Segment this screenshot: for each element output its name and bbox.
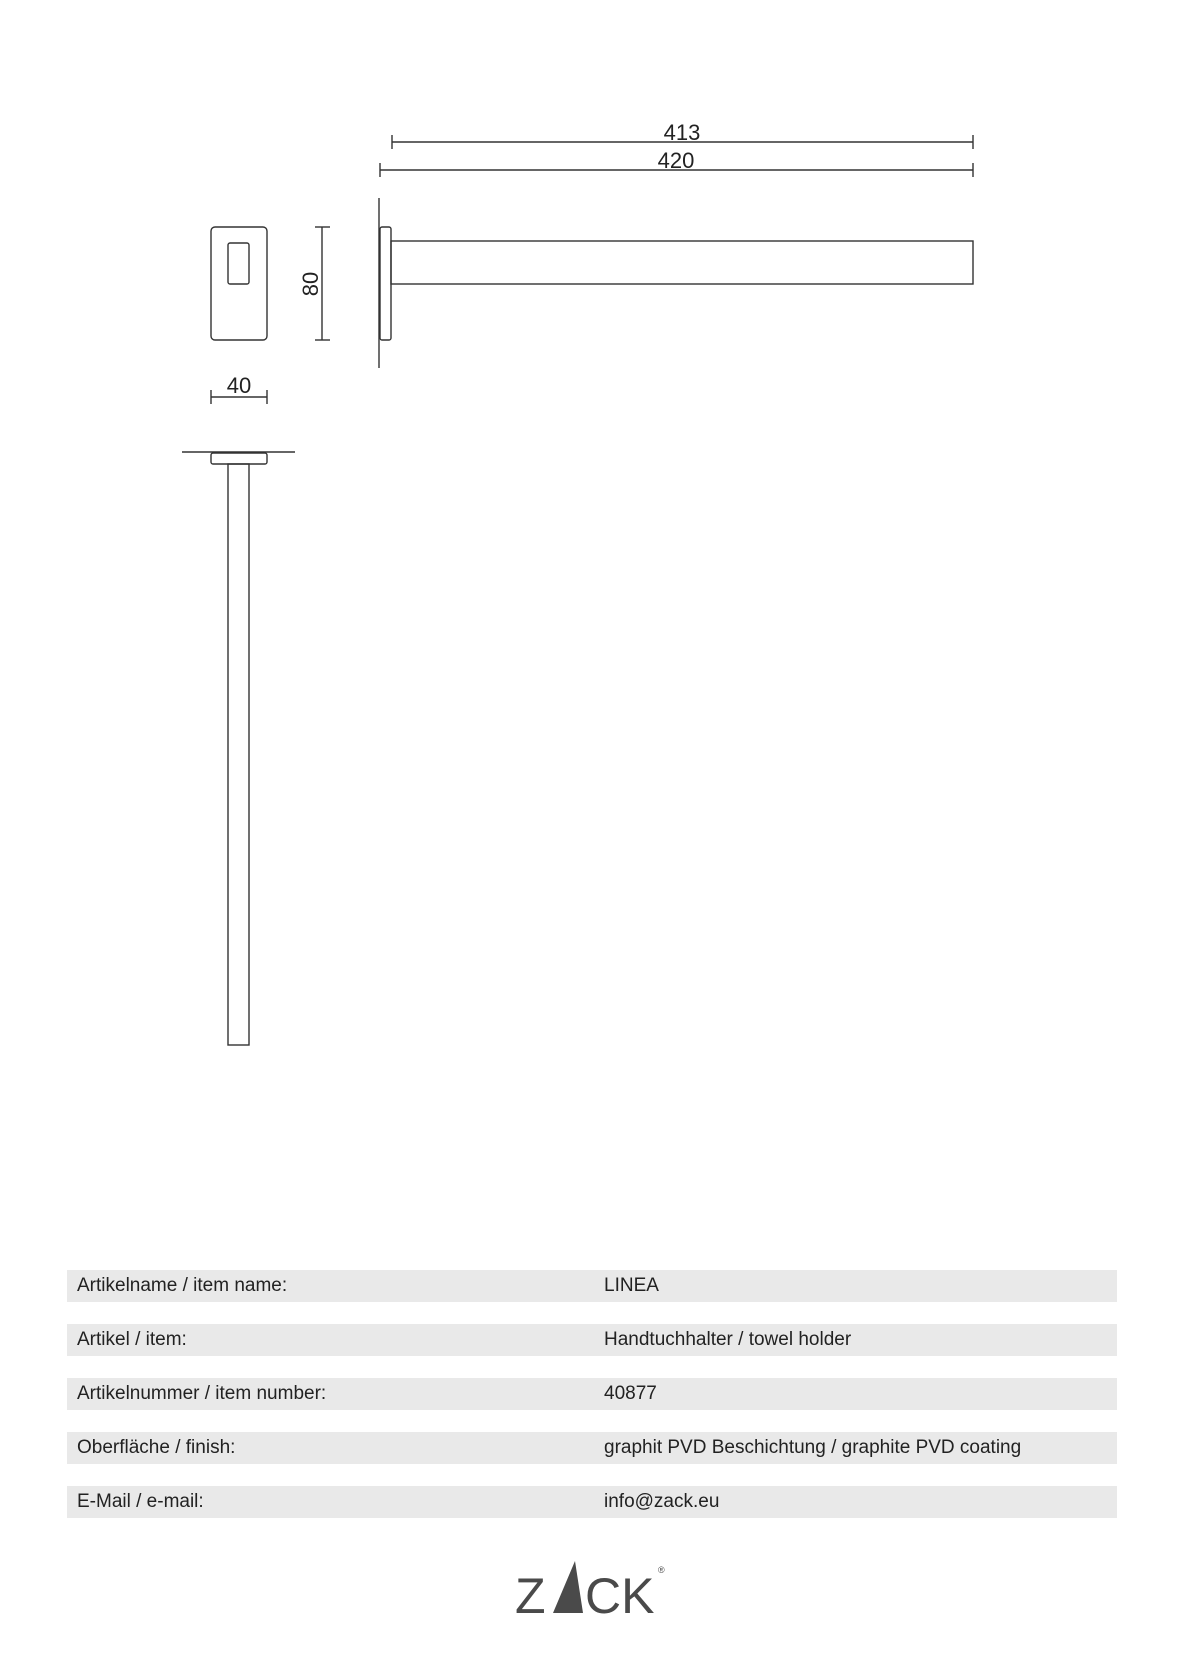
side-view-holder [379, 198, 973, 368]
dimension-80-label: 80 [298, 271, 323, 297]
spec-value: 40877 [604, 1383, 657, 1404]
dimension-420-label: 420 [657, 148, 695, 173]
top-view-holder [182, 452, 295, 1045]
spec-value: info@zack.eu [604, 1491, 720, 1512]
logo-letters-ck: CK [585, 1568, 655, 1624]
spec-row-item [67, 1324, 1117, 1356]
logo-registered-mark: ® [658, 1565, 665, 1575]
spec-label: Oberfläche / finish: [77, 1437, 236, 1458]
spec-row-email [67, 1486, 1117, 1518]
spec-label: E-Mail / e-mail: [77, 1491, 204, 1512]
dimension-40-label: 40 [226, 373, 252, 398]
spec-label: Artikel / item: [77, 1329, 187, 1350]
spec-label: Artikelnummer / item number: [77, 1383, 327, 1404]
dimension-413-label: 413 [663, 120, 701, 145]
spec-row-item-number [67, 1378, 1117, 1410]
front-view-plate [211, 227, 267, 340]
spec-value: Handtuchhalter / towel holder [604, 1329, 852, 1350]
spec-row-item-name [67, 1270, 1117, 1302]
logo-letter-z: Z [515, 1568, 546, 1624]
spec-value: LINEA [604, 1275, 659, 1296]
spec-value: graphit PVD Beschichtung / graphite PVD coating [604, 1437, 1022, 1458]
spec-row-finish [67, 1432, 1117, 1464]
logo-triangle-icon [553, 1561, 583, 1613]
spec-label: Artikelname / item name: [77, 1275, 288, 1296]
spec-table [67, 1270, 1117, 1540]
zack-logo [515, 1555, 675, 1625]
